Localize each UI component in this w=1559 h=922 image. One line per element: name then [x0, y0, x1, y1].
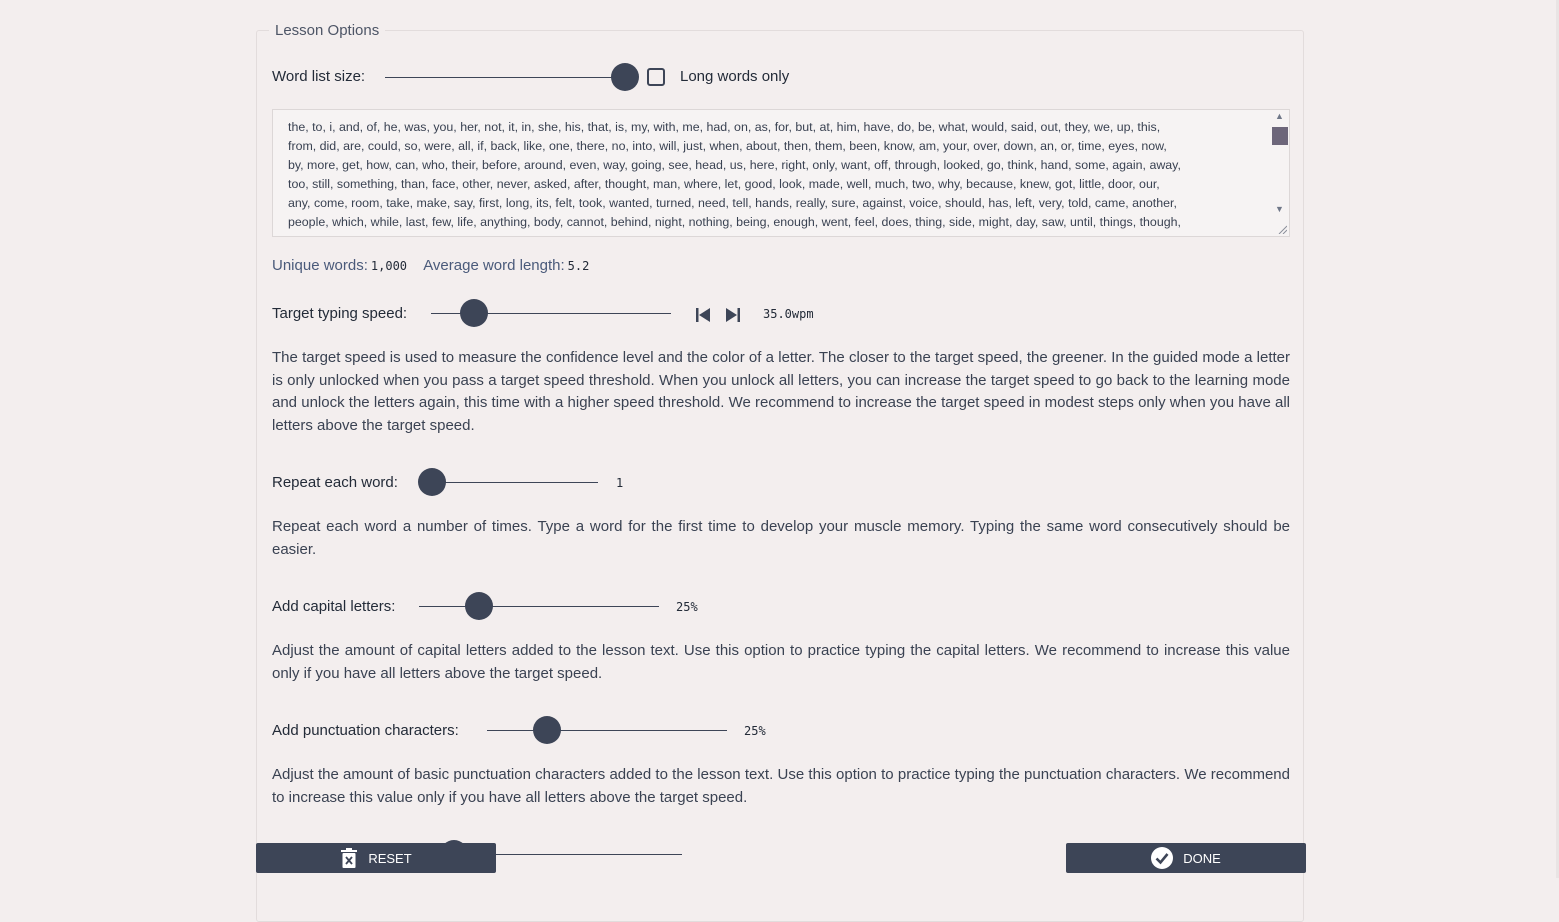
long-words-checkbox[interactable]	[647, 68, 665, 86]
trash-icon	[340, 848, 358, 868]
lesson-options-legend: Lesson Options	[275, 22, 380, 39]
done-button[interactable]	[1066, 843, 1306, 873]
unique-words-value: 1,000	[370, 259, 408, 273]
word-list-line[interactable]: from, did, are, could, so, were, all, if, back, like, one, there, no, into, will, just, when, about, then, them, been, know, am, your, over, down, an, or, time, eyes, now,	[288, 139, 1167, 153]
word-stats	[272, 257, 589, 274]
punctuation-thumb[interactable]	[533, 716, 561, 744]
capital-letters-thumb[interactable]	[465, 592, 493, 620]
punctuation-track[interactable]	[487, 730, 727, 731]
check-circle-icon	[1151, 847, 1173, 869]
resize-grip-icon[interactable]	[1277, 224, 1287, 234]
target-speed-description: The target speed is used to measure the confidence level and the color of a letter. The closer to the target speed, the greener. In the guided mode a letter is only unlocked when you pass a target speed threshold. When you unlock all letters, you can increase the target speed to go back to the learning mode and unlock the letters again, this time with a higher speed threshold. We recommend to increase the target speed in modest steps only when you have all letters above the target speed.	[272, 349, 1290, 434]
target-speed-value: 35.0wpm	[763, 307, 814, 321]
punctuation-description: Adjust the amount of basic punctuation characters added to the lesson text. Use this option to practice typing the punctuation characters. We recommend to increase this value only if you have all letters above the target speed.	[272, 766, 1290, 806]
scroll-down-icon[interactable]: ▼	[1275, 204, 1284, 214]
target-speed-thumb[interactable]	[460, 299, 488, 327]
skip-back-icon[interactable]	[694, 306, 712, 324]
capital-letters-description: Adjust the amount of capital letters added to the lesson text. Use this option to practice typing the capital letters. We recommend to increase this value only if you have all letters above the target speed.	[272, 642, 1290, 682]
reset-button[interactable]	[256, 843, 496, 873]
repeat-word-label: Repeat each word:	[272, 474, 398, 491]
word-list-line[interactable]: by, more, get, how, can, who, their, before, around, even, way, going, see, head, us, here, right, only, want, off, through, looked, go, think, hand, some, again, away,	[288, 158, 1181, 172]
word-list-size-thumb[interactable]	[611, 63, 639, 91]
average-length-label: Average word length:	[423, 257, 565, 274]
repeat-word-thumb[interactable]	[418, 468, 446, 496]
target-speed-label: Target typing speed:	[272, 305, 408, 322]
capital-letters-value: 25%	[676, 600, 698, 614]
word-list-line[interactable]: people, which, while, last, few, life, anything, body, cannot, behind, night, nothing, being, enough, went, feel, does, thing, side, might, day, saw, until, things, though,	[288, 215, 1181, 229]
scrollbar-handle[interactable]	[1272, 127, 1288, 145]
punctuation-value: 25%	[744, 724, 766, 738]
average-length-value: 5.2	[567, 259, 590, 273]
skip-forward-icon[interactable]	[724, 306, 742, 324]
word-list-size-track[interactable]	[385, 77, 625, 78]
repeat-word-value: 1	[616, 476, 624, 490]
word-list-line[interactable]: the, to, i, and, of, he, was, you, her, not, it, in, she, his, that, is, my, with, me, had, on, as, for, but, at, him, have, do, be, what, would, said, out, they, we, up, this,	[288, 120, 1161, 134]
word-list-textarea[interactable]	[272, 109, 1290, 237]
textarea-scrollbar[interactable]	[1271, 110, 1289, 236]
repeat-word-description: Repeat each word a number of times. Type a word for the first time to develop your muscle memory. Typing the same word consecutively should be easier.	[272, 518, 1290, 558]
capital-letters-track[interactable]	[419, 606, 659, 607]
capital-letters-label: Add capital letters:	[272, 598, 396, 615]
word-list-text[interactable]	[288, 118, 1268, 234]
long-words-label[interactable]: Long words only	[680, 68, 790, 85]
scroll-up-icon[interactable]: ▲	[1275, 111, 1284, 121]
word-list-size-label: Word list size:	[272, 68, 366, 85]
word-list-line[interactable]: too, still, something, than, face, other, never, asked, after, thought, man, where, let, good, look, made, well, much, two, why, because, knew, got, little, door, our,	[288, 177, 1160, 191]
reset-button-label: RESET	[368, 850, 412, 866]
word-list-line[interactable]: any, come, room, take, make, say, first, long, its, felt, took, wanted, turned, need, tell, hands, really, sure, against, voice, should, has, left, very, told, came, another,	[288, 196, 1177, 210]
unique-words-label: Unique words:	[272, 257, 368, 274]
done-button-label: DONE	[1183, 850, 1221, 866]
repeat-word-track[interactable]	[432, 482, 598, 483]
punctuation-label: Add punctuation characters:	[272, 722, 459, 739]
